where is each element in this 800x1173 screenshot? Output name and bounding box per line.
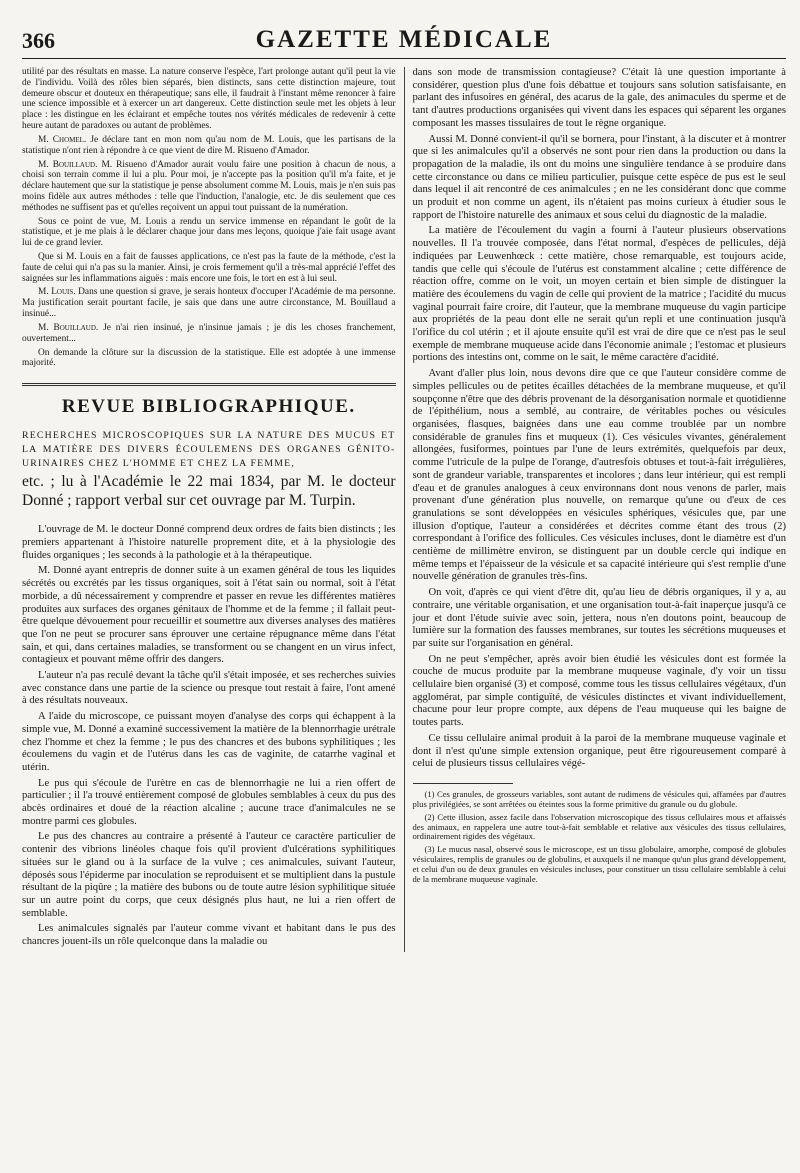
speaker-name: M. Bouillaud. (38, 322, 99, 333)
paragraph: Le pus des chancres au contraire a présenté à l'auteur ce caractère particulier de contenir des vibrions linéoles chaque fois qu'il provient d'ulcérations syphilitiques situées sur le gland ou à la surface de la vulve ; ces animalcules, suivant l'auteur, déposés sous l'épiderme par inoculation se reproduisent et se multiplient dans la pustule résultant de la piqûre ; la matière des bubons ou de toute autre lésion syphilitique située sur un autre point du corps, que ceux désignés plus haut, ne lui a rien offert de semblable. (22, 831, 396, 919)
page-number: 366 (22, 28, 55, 53)
speaker-name: M. Louis. (38, 287, 76, 298)
paragraph: On ne peut s'empêcher, après avoir bien étudié les vésicules dont est formée la couche de mucus produite par la membrane muqueuse vaginale, d'y voir un tissu cellulaire bien organisé (3) et composé, comme tous les tissus cellulaires végétaux, d'un agglomérat, par simple contiguïté, de vésicules distinctes et vivant individuellement, chacune pour leur propre compte, aux dépens de l'eau muqueuse qui les baigne de toutes parts. (412, 653, 786, 729)
section-divider (22, 383, 396, 386)
section-title: REVUE BIBLIOGRAPHIQUE. (61, 396, 356, 418)
paragraph: L'auteur n'a pas reculé devant la tâche qu'il s'était imposée, et ses recherches suivies avec constance dans une partie de la science ou presque tout restait à faire, l'ont amené à des résultats nouveaux. (22, 670, 396, 707)
footnote-2: (2) Cette illusion, assez facile dans l'observation microscopique des tissus cellulaires mous et affaissés des animaux, en rappelera une autre tout-à-fait semblable et relative aux vésicules des tissus cellulaires, ordinairement rigides des végétaux. (412, 811, 786, 842)
speech-louis (22, 287, 396, 319)
speech-text: Je déclare tant en mon nom qu'au nom de M. Louis, que les partisans de la statistique n'ont rien à répondre à ce que vient de dire M. Risueno d'Amador. (22, 134, 396, 156)
right-column (405, 67, 787, 952)
speech-text: Dans une question si grave, je serais honteux d'occuper l'Académie de ma personne. Ma justification serait pourtant facile, je sais que dans une autre circonstance, M. Bouillaud a insinué... (22, 287, 396, 320)
book-title-rest: etc. ; lu à l'Académie le 22 mai 1834, par M. le docteur Donné ; rapport verbal sur cet ouvrage par M. Turpin. (22, 472, 396, 509)
footnote-divider (413, 783, 513, 784)
paragraph: Sous ce point de vue, M. Louis a rendu un service immense en répandant le goût de la statistique, et je me plais à le déclarer chaque jour dans mes leçons, quoique j'aie fait usage avant lui de ce grand levier. (22, 216, 396, 249)
page-header (22, 24, 786, 59)
speaker-name: M. Bouillaud. (38, 159, 98, 170)
left-column (22, 67, 405, 952)
paragraph: utilité par des résultats en masse. La nature conserve l'espèce, l'art prolonge autant qu'il peut la vie de l'individu. Voilà des rôles bien séparés, bien distincts, sans cette distinction majeure, tout demeure obscur et douteux en thérapeutique; sans elle, il faudrait à l'instant même renoncer à faire une science impossible et à exercer un art dangereux. Cette distinction seule met les objets à leur place : les distingue en les éclairant et empêche toutes nos vérités médicales de redevenir à cette heure autant de paradoxes ou autant de problèmes. (22, 67, 396, 132)
paragraph: Aussi M. Donné convient-il qu'il se bornera, pour l'instant, à la discuter et à montrer que si les animalcules qu'il a observés ne sont pour rien dans la production ou dans la propagation de la maladie, ils ont du moins une singulière tendance à se produire dans cette circonstance ou dans ce milieu particulier, puisque cette espèce de pus est le seul dans lequel il ait rencontré de ces animalcules ; en ne les considérant donc que comme un produit et non comme un agent, ils n'étaient pas moins curieux à étudier sous le rapport de l'histoire naturelle des animaux et sous celui du diagnostic de la maladie. (412, 133, 786, 221)
paragraph: M. Donné ayant entrepris de donner suite à un examen général de tous les liquides sécrétés ou excrétés par les tissus organiques, soit à l'état sain ou normal, soit à l'état morbide, a dû nécessairement y comprendre et passer en revue les différentes matières produites aux surfaces des organes génitaux de l'homme et de la femme ; il fallait peut-être quelque dévouement pour recueillir et soumettre aux diverses analyses des matières que l'on ne peut se procurer sans éprouver une certaine répugnance même dans l'état sain, et qui, dans certaines maladies, se transforment ou se changent en un virus infect, contagieux et pouvant même offrir des dangers. (22, 565, 396, 666)
paragraph: Avant d'aller plus loin, nous devons dire que ce que l'auteur considère comme de simples pellicules ou de petites écailles détachées de la membrane muqueuse, et qu'il soupçonne n'être que des débris provenant de la désorganisation normale et quotidienne de l'épithélium, nous a semblé, au contraire, de véritables poches ou vésicules organisées, flasques, baignées dans une eau comme troublée par un nombre considérable de granules fins et muqueux (1). Ces vésicules vivantes, généralement allongées, fusiformes, pointues par l'une de leurs extrémités, quelquefois par deux, comme l'utricule de la pulpe de l'orange, d'autresfois obtuses et tout-à-fait irrégulières, sont de grandeur variable, transparentes et incolores ; dans leur intérieur, qui est rempli d'eau et de granules analogues à ceux environnans dont nous venons de parler, mais provenant d'une génération plus nouvelle, on remarque qu'une ou d'eux de ces granulations se sont développées en vésicules sphériques, vésicules que, par une illusion d'optique, l'auteur a considérées et décrites comme étant des trous (2) correspondant à l'orifice des follicules. Ces vésicules incluses, dont le diamètre est d'un centième de millimètre environ, se distinguent par un double cercle qui indique en même temps et l'épaisseur de la vésicule et sa capacité intérieure qui s'est remplie d'une nouvelle génération de granules très-fins. (412, 368, 786, 583)
book-title-caps: RECHERCHES MICROSCOPIQUES SUR LA NATURE DES MUCUS ET LA MATIÈRE DES DIVERS ÉCOULEMENS DES ORGANES GÉNITO-URINAIRES CHEZ L'HOMME ET CHEZ LA FEMME, (22, 429, 396, 470)
paragraph: Les animalcules signalés par l'auteur comme vivant et habitant dans le pus des chancres jouent-ils un rôle quelconque dans la maladie ou (22, 923, 396, 948)
paragraph: On voit, d'après ce qui vient d'être dit, qu'au lieu de débris organiques, il y a, au contraire, une véritable organisation, et une organisation tout-à-fait inaperçue jusqu'à ce jour et dont l'étude suivie avec soin, jettera, nous n'en doutons point, beaucoup de lumière sur la formation des fausses membranes, sur toutes les sécrétions muqueuses et par suite sur l'organisation en général. (412, 587, 786, 649)
paragraph: L'ouvrage de M. le docteur Donné comprend deux ordres de faits bien distincts ; les premiers appartenant à l'histoire naturelle proprement dite, et à la physiologie des fluides organiques ; les seconds à la pathologie et à la thérapeutique. (22, 524, 396, 561)
paragraph: On demande la clôture sur la discussion de la statistique. Elle est adoptée à une immense majorité. (22, 347, 396, 369)
paragraph: Le pus qui s'écoule de l'urètre en cas de blennorrhagie ne lui a rien offert de particulier ; il l'a trouvé entièrement composé de globules semblables à ceux du pus des abcès ordinaires et doué de la réaction alcaline ; aucune trace d'animalcules ne se montre parmi ces globules. (22, 777, 396, 827)
paragraph: Que si M. Louis en a fait de fausses applications, ce n'est pas la faute de la méthode, c'est la faute de celui qui n'a pas su la manier. Ainsi, je crois fermement qu'il a très-mal apprécié l'effet des saignées sur les inflammations aiguës : mais encore une fois, le tort en est à lui seul. (22, 252, 396, 284)
journal-title: GAZETTE MÉDICALE (255, 26, 553, 53)
footnote-1: (1) Ces granules, de grosseurs variables, sont autant de rudimens de vésicules qui, affamées par d'autres plus privilégiées, se sont arrêtées ou éteintes sous la forme primitive du granule ou du globule. (412, 788, 786, 809)
speech-text: Je n'ai rien insinué, je n'insinue jamais ; je dis les choses franchement, ouvertement... (22, 322, 396, 344)
speech-text: M. Risueno d'Amador aurait voulu faire une position à chacun de nous, a choisi son terrain comme il lui a plu. Pour moi, je n'accepte pas la position qu'il m'a faite, et je déclare hautement que sur la statistique je pense absolument comme M. Louis, mais je n'en suis pas moins fidèle aux autres méthodes : telle que l'induction, l'analogie, etc. Je dis seulement que ces méthodes ne suffisent pas et qu'elles reçoivent un appui tout puissant de la numération. (22, 159, 396, 213)
paragraph: La matière de l'écoulement du vagin a fourni à l'auteur plusieurs observations nouvelles. Il l'a trouvée composée, dans l'état normal, d'espèces de pellicules, déjà indiquées par Leuwenhœck : cette matière, chose remarquable, est toujours acide, tandis que celle qui s'écoule de l'utérus est constamment alcaline ; cette différence de réaction offre, comme on le voit, un moyen certain et bien simple de distinguer la matière des écoulemens du vagin de celle qui provient de la matrice ; l'acidité du mucus vaginal pourrait faire croire, dit l'auteur, que la membrane muqueuse du vagin participe aux propriétés de la peau dont elle ne serait qu'un repli et une continuation jusqu'à l'orifice du col utérin ; et il ajoute ensuite qu'il est vrai de dire que ce n'est pas le seul exemple de membrane muqueuse acide dans l'économie animale ; l'estomac et plusieurs portions des intestins ont, comme on le sait, le même caractère d'acidité. (412, 225, 786, 364)
speech-bouillaud-2 (22, 323, 396, 345)
speech-chomel (22, 135, 396, 157)
paragraph: dans son mode de transmission contagieuse? C'était là une question importante à considérer, question plus d'une fois débattue et toujours sans solution satisfaisante, en parlant des infusoires en général, des acarus de la gale, des animacules du sperme et de tant d'autres productions organisées qui vivent dans les espaces qui séparent les organes composant les masses tissulaires de tout le règne organique. (412, 67, 786, 129)
article-columns (22, 67, 786, 952)
speaker-name: M. Chomel. (38, 134, 87, 145)
footnote-3: (3) Le mucus nasal, observé sous le microscope, est un tissu globulaire, amorphe, composé de globules vésiculaires, remplis de granules ou de globulins, et auxquels il ne manque qu'un plus grand développement, et celui d'un ou de deux granules en vésicules incluses, pour constituer un tissu cellulaire semblable à celui de la membrane muqueuse vaginale. (412, 844, 786, 884)
paragraph: Ce tissu cellulaire animal produit à la paroi de la membrane muqueuse vaginale et dont il n'est qu'une simple extension organique, peut être rigoureusement comparé à celui de plusieurs tissus cellulaires végé- (412, 732, 786, 770)
paragraph: A l'aide du microscope, ce puissant moyen d'analyse des corps qui échappent à la simple vue, M. Donné a examiné successivement la matière de la blennorrhagie urétrale chez l'homme et chez la femme ; le pus des chancres et des bubons syphilitiques ; les écoulemens du vagin et de l'utérus dans les cas de vaginite, de catarrhe vaginal et utérin. (22, 711, 396, 773)
speech-bouillaud (22, 160, 396, 214)
